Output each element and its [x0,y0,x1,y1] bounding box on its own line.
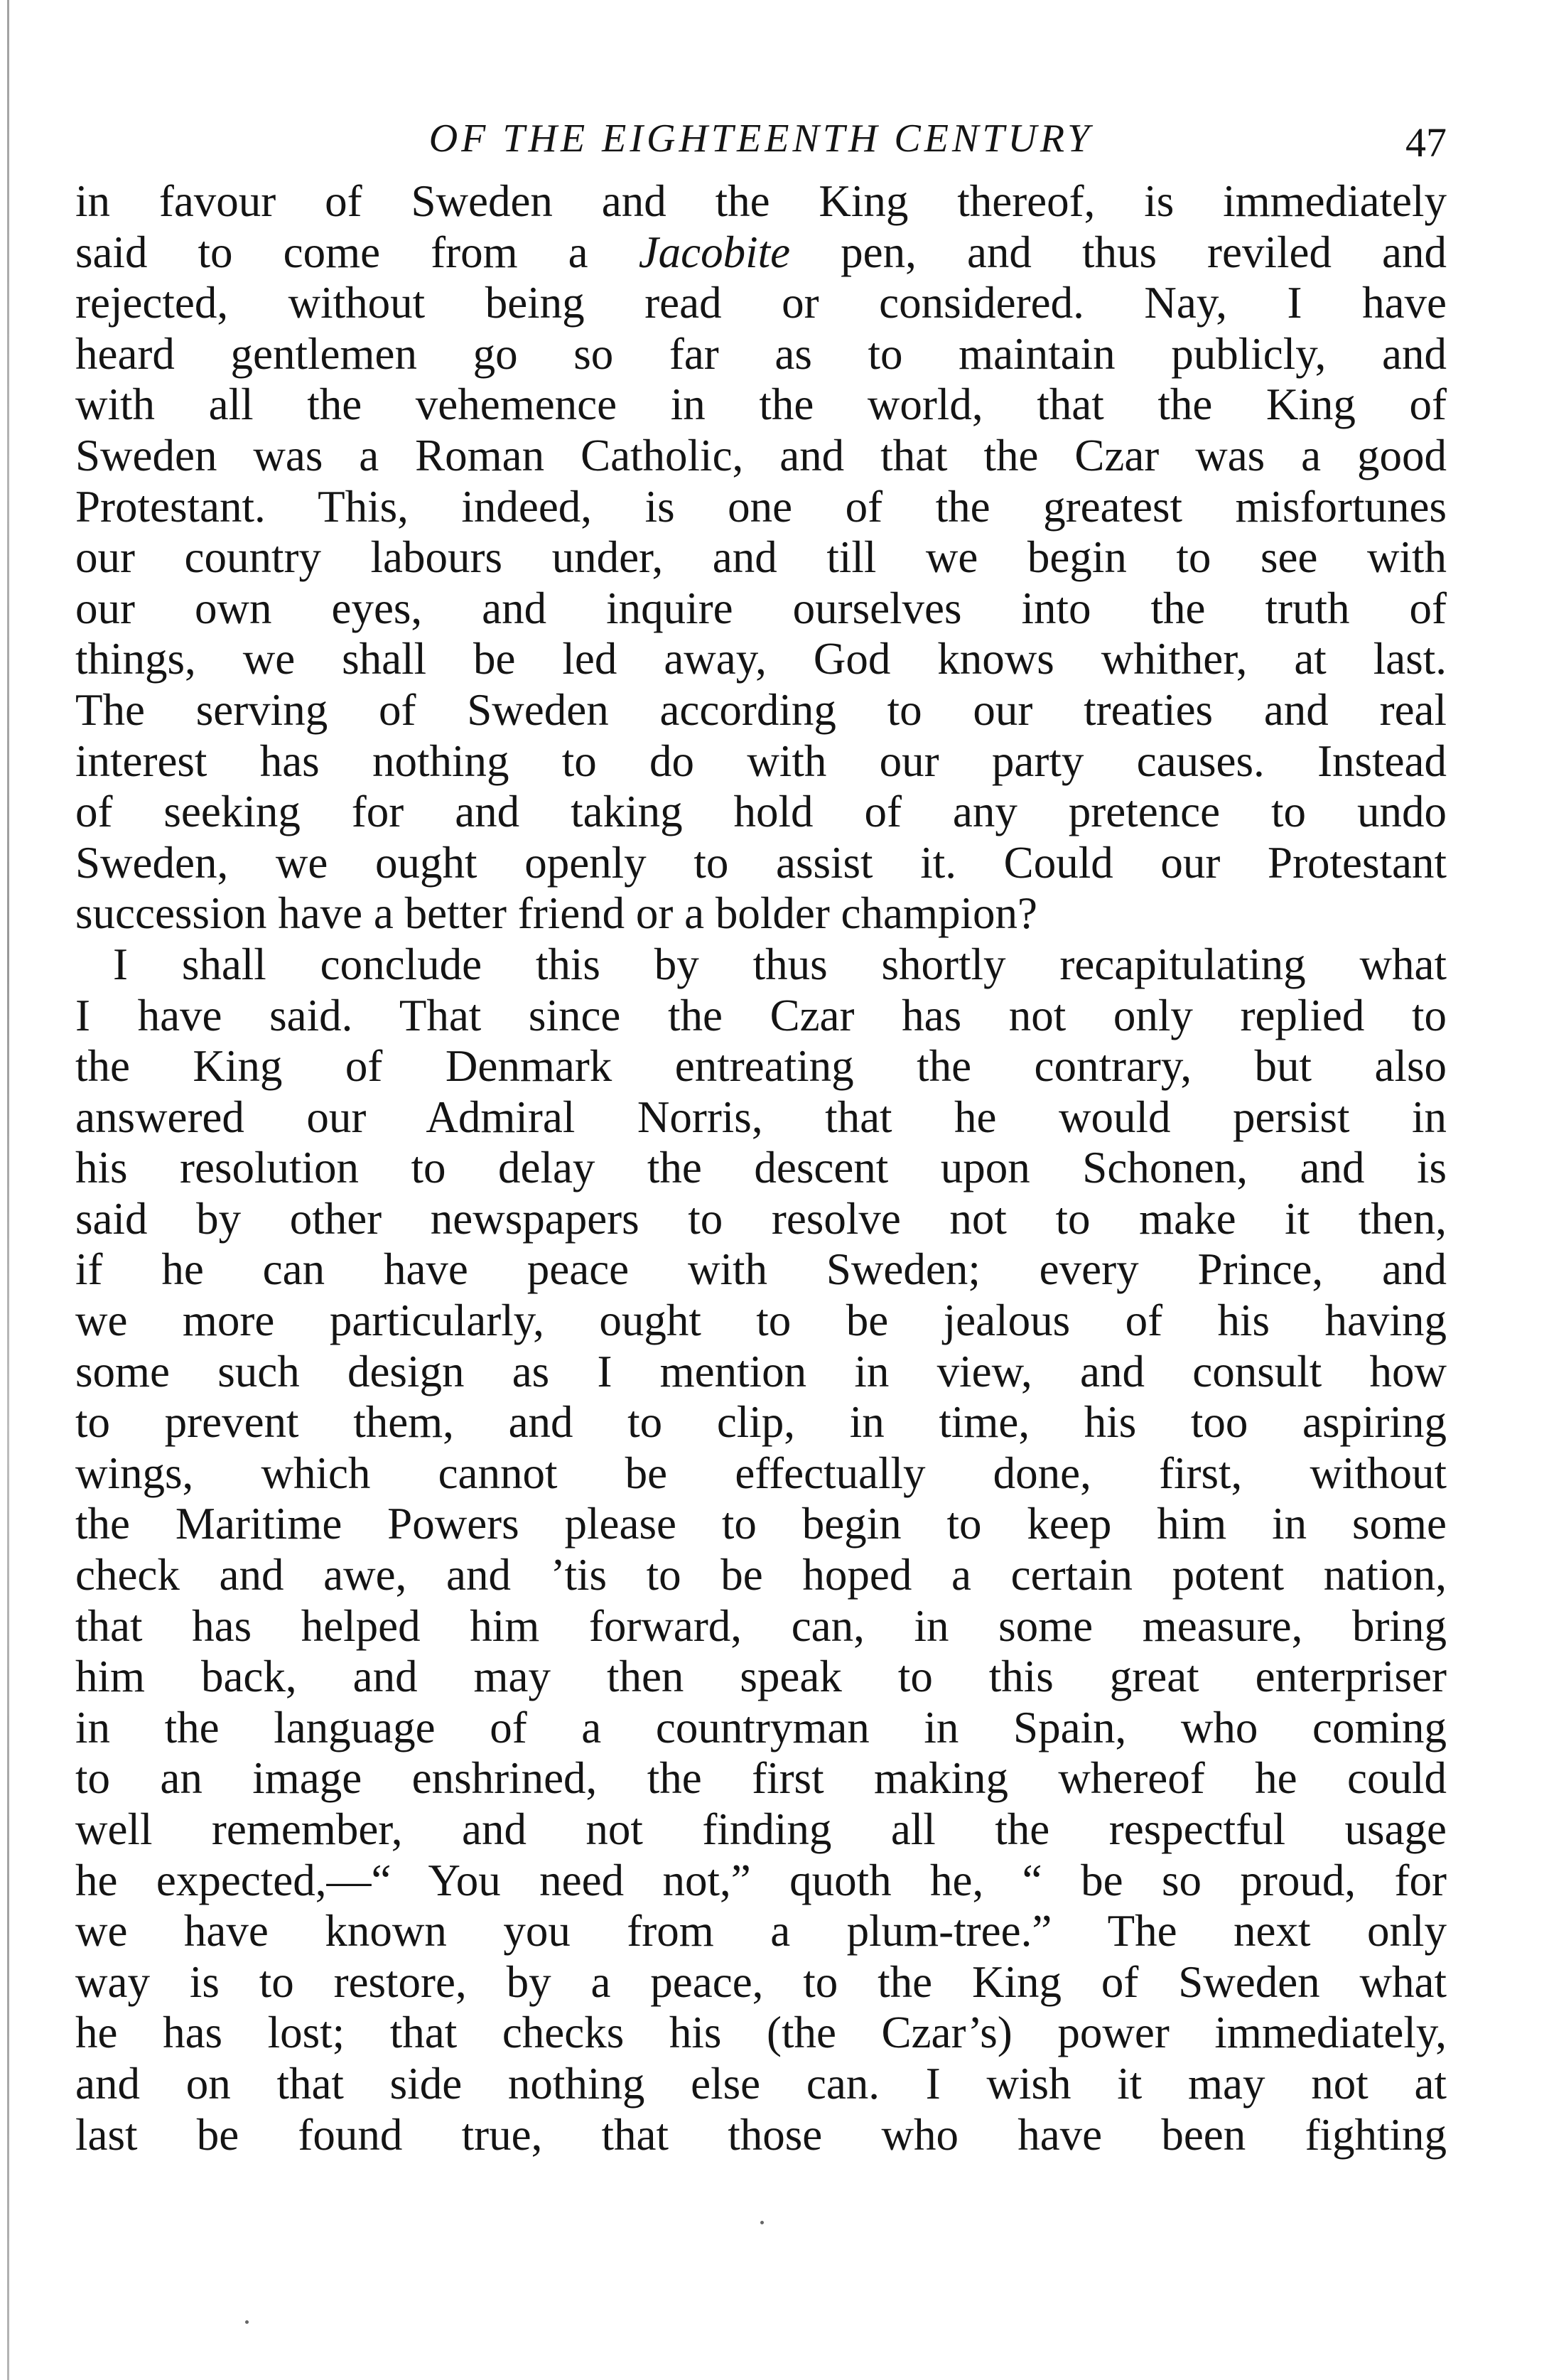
text-line: interest has nothing to do with our party causes. Instead [75,736,1447,786]
text-line: Sweden was a Roman Catholic, and that the Czar was a good [75,430,1447,480]
text-line: of seeking for and taking hold of any pretence to undo [75,787,1447,837]
text-line: him back, and may then speak to this great enterpriser [75,1652,1447,1702]
text-line: our country labours under, and till we begin to see with [75,532,1447,583]
text-line: well remember, and not finding all the respectful usage [75,1804,1447,1854]
text-line: in favour of Sweden and the King thereof, is immediately [75,176,1447,226]
text-line: things, we shall be led away, God knows whither, at last. [75,634,1447,684]
text-line: wings, which cannot be effectually done, first, without [75,1448,1447,1498]
text-line: check and awe, and ’tis to be hoped a certain potent nation, [75,1550,1447,1600]
text-line: heard gentlemen go so far as to maintain publicly, and [75,328,1447,379]
text-line: the King of Denmark entreating the contrary, but also [75,1041,1447,1092]
text-line: to prevent them, and to clip, in time, his too aspiring [75,1397,1447,1448]
text-line: we more particularly, ought to be jealous of his having [75,1296,1447,1346]
text-line: way is to restore, by a peace, to the King of Sweden what [75,1956,1447,2007]
paragraph-1 [75,176,1447,939]
text-line: the Maritime Powers please to begin to keep him in some [75,1499,1447,1549]
text-line: and on that side nothing else can. I wish it may not at [75,2058,1447,2109]
page-number: 47 [1405,119,1447,166]
text-line: that has helped him forward, can, in some measure, bring [75,1600,1447,1651]
text-line: some such design as I mention in view, and consult how [75,1346,1447,1396]
text-line: succession have a better friend or a bolder champion? [75,888,1037,939]
text-line: our own eyes, and inquire ourselves into the truth of [75,583,1447,633]
scan-speck [245,2320,249,2324]
page-gutter-edge [7,0,9,2380]
text-line: with all the vehemence in the world, that the King of [75,379,1447,430]
body-text [75,176,1447,2160]
text-line: answered our Admiral Norris, that he would persist in [75,1092,1447,1142]
text-line: The serving of Sweden according to our treaties and real [75,684,1447,735]
text-line: he has lost; that checks his (the Czar’s) power immediately, [75,2008,1447,2058]
text-line: we have known you from a plum-tree.” The next only [75,1906,1447,1956]
running-title: OF THE EIGHTEENTH CENTURY [428,117,1094,161]
text-line: he expected,—“ You need not,” quoth he, “ be so proud, for [75,1855,1447,1905]
paragraph-2 [75,939,1447,2160]
text-line: Sweden, we ought openly to assist it. Could our Protestant [75,837,1447,888]
scan-speck [760,2221,764,2224]
text-line: said by other newspapers to resolve not to make it then, [75,1193,1447,1244]
text-line: if he can have peace with Sweden; every Prince, and [75,1244,1447,1295]
text-line: his resolution to delay the descent upon Schonen, and is [75,1143,1447,1193]
text-line: I have said. That since the Czar has not only replied to [75,990,1447,1040]
italic-word: Jacobite [638,227,791,277]
text-line: said to come from a Jacobite pen, and thus reviled and [75,227,1447,277]
text-line: to an image enshrined, the first making whereof he could [75,1753,1447,1804]
text-line: last be found true, that those who have been fighting [75,2109,1447,2160]
text-line: rejected, without being read or considered. Nay, I have [75,278,1447,328]
running-head [75,107,1447,171]
text-line: in the language of a countryman in Spain, who coming [75,1702,1447,1752]
text-line: Protestant. This, indeed, is one of the greatest misfortunes [75,481,1447,532]
text-line: I shall conclude this by thus shortly recapitulating what [113,939,1447,989]
